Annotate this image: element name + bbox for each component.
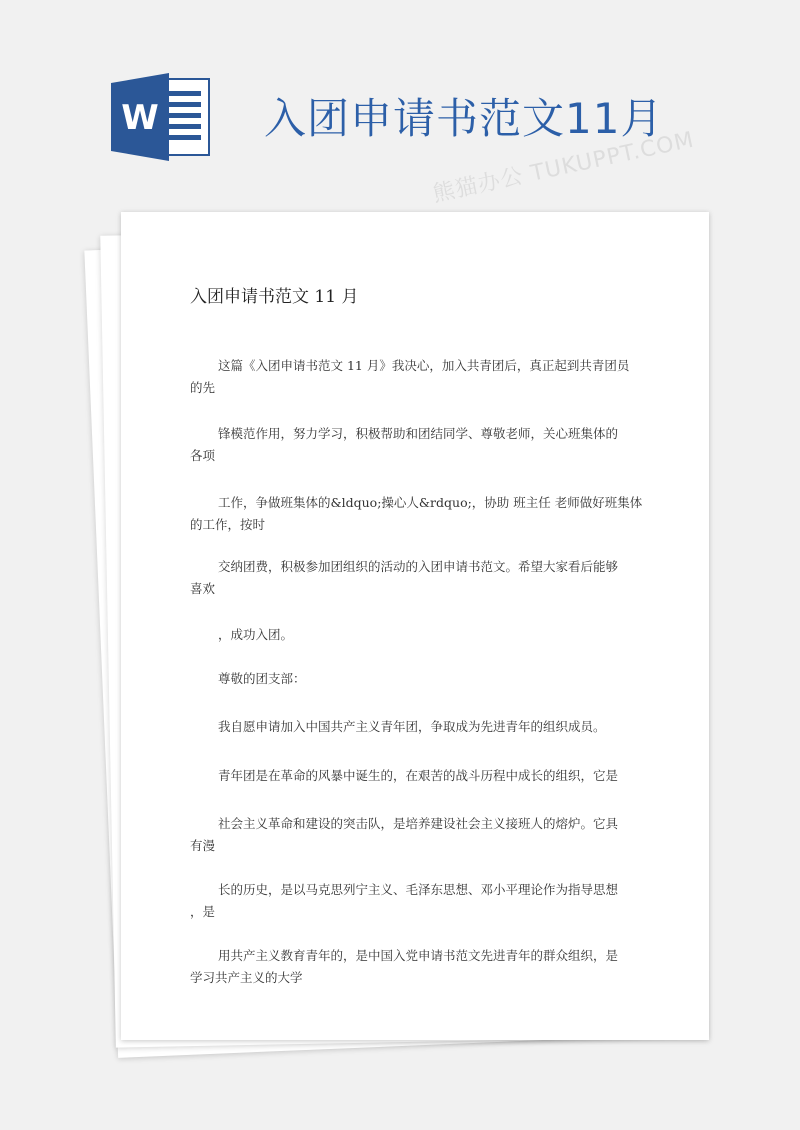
paragraph-line: 这篇《入团申请书范文 11 月》我决心，加入共青团后，真正起到共青团员 [218,358,630,373]
paragraph-line: 工作，争做班集体的&ldquo;操心人&rdquo;，协助 班主任 老师做好班集体 [218,495,643,510]
document-page [121,212,709,1040]
paragraph [190,945,650,989]
paragraph-line: 学习共产主义的大学 [190,970,303,985]
paragraph [190,716,650,738]
word-logo-icon [111,73,213,161]
paragraph-line: 的先 [190,380,216,395]
paragraph [190,813,650,857]
paragraph-line: 青年团是在革命的风暴中诞生的，在艰苦的战斗历程中成长的组织，它是 [218,768,619,783]
paragraph-line: 有漫 [190,838,216,853]
paragraph-line: 我自愿申请加入中国共产主义青年团，争取成为先进青年的组织成员。 [218,719,606,734]
document-title: 入团申请书范文 11 月 [190,287,359,307]
paragraph [190,765,650,787]
paragraph-line: 的工作，按时 [190,517,266,532]
paragraph [190,423,650,467]
paragraph-line: 锋模范作用，努力学习，积极帮助和团结同学、尊敬老师，关心班集体的 [218,426,619,441]
svg-text:W: W [121,98,159,138]
header-title: 入团申请书范文11月 [264,94,664,143]
paragraph-line: 用共产主义教育青年的，是中国入党申请书范文先进青年的群众组织，是 [218,948,619,963]
paragraph [190,355,650,399]
paragraph-line: 各项 [190,448,216,463]
paragraph-line: 尊敬的团支部： [218,671,306,686]
paragraph-line: ，成功入团。 [218,627,294,642]
paragraph [190,624,650,646]
paragraph [190,492,650,536]
paragraph-line: ，是 [190,904,216,919]
paragraph-line: 长的历史，是以马克思列宁主义、毛泽东思想、邓小平理论作为指导思想 [218,882,619,897]
paragraph [190,668,650,690]
paragraph [190,556,650,600]
watermark: 熊猫办公 TUKUPPT.COM [430,127,697,208]
paragraph [190,879,650,923]
paragraph-line: 社会主义革命和建设的突击队，是培养建设社会主义接班人的熔炉。它具 [218,816,619,831]
paragraph-line: 喜欢 [190,581,216,596]
paragraph-line: 交纳团费，积极参加团组织的活动的入团申请书范文。希望大家看后能够 [218,559,619,574]
header [0,0,800,200]
